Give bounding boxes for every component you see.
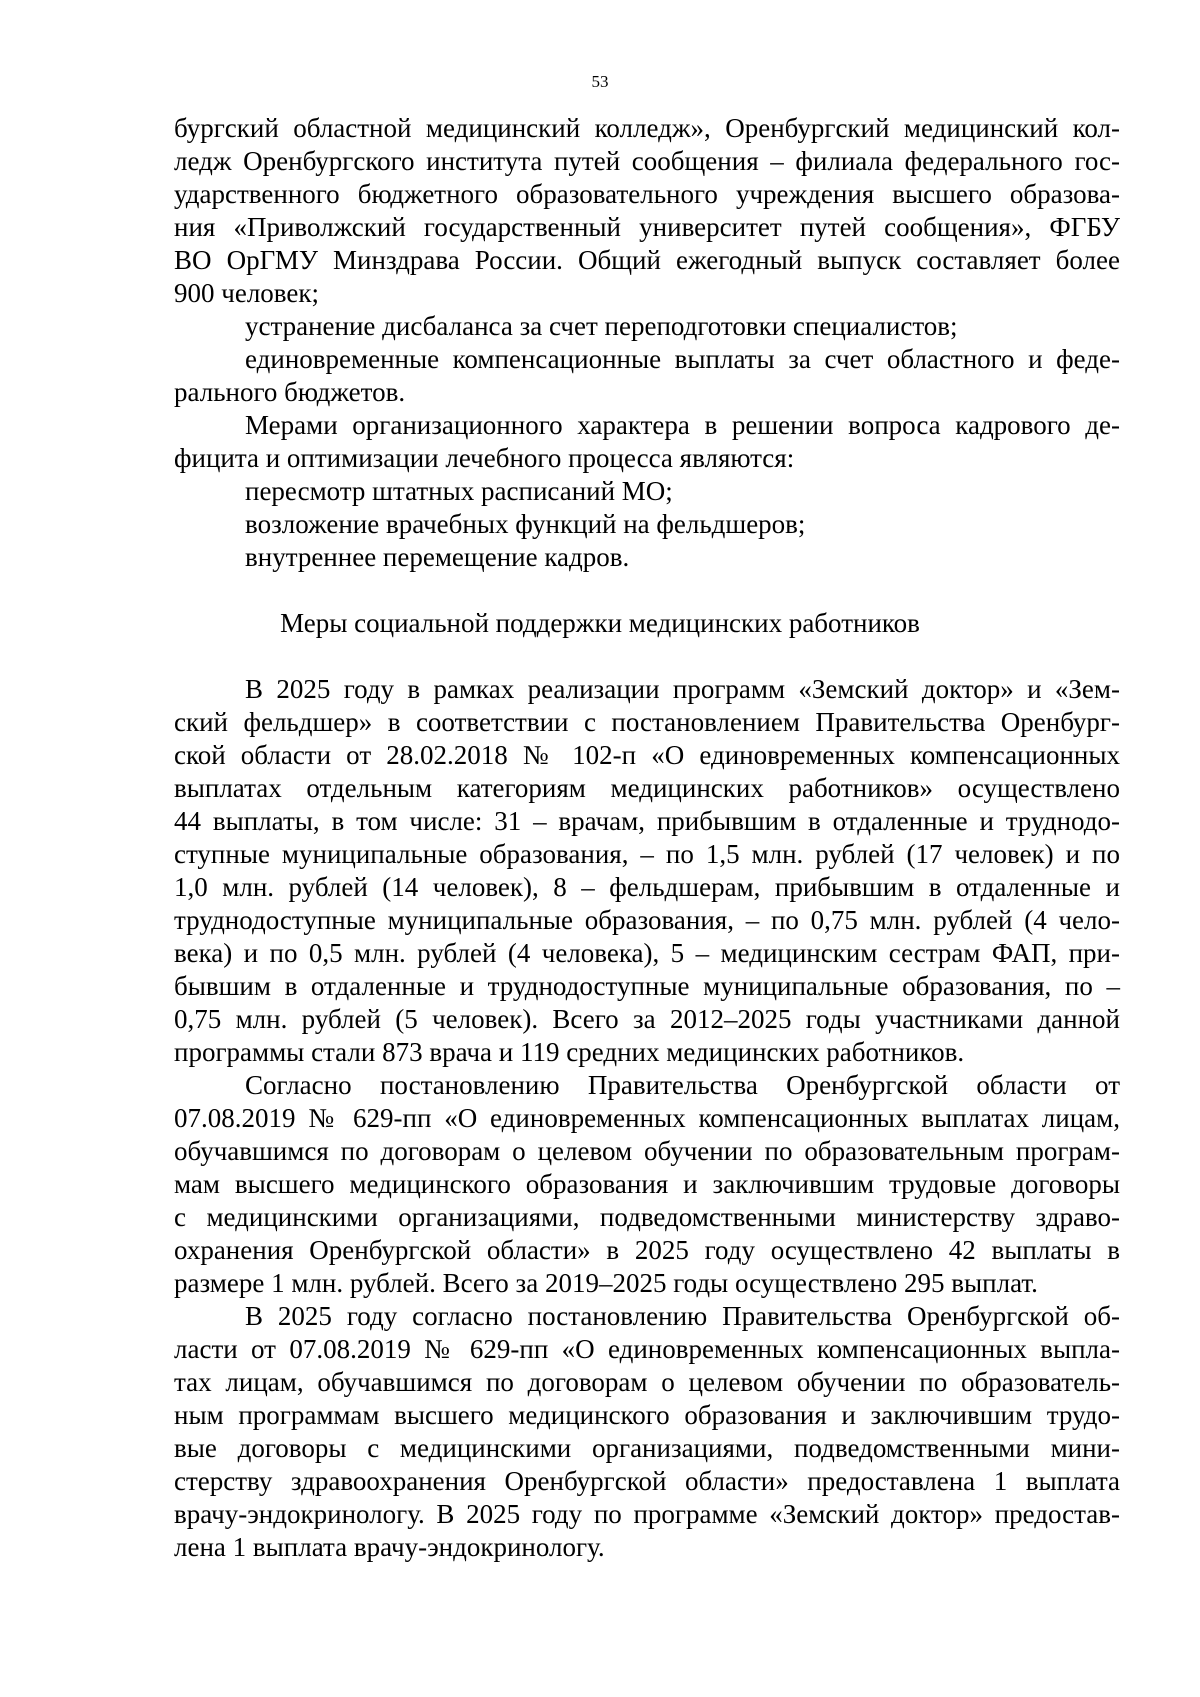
text-line: ледж Оренбургского института путей сообщения – филиала федерального гос-: [174, 146, 1120, 176]
text-line: вые договоры с медицинскими организациями, подведомственными мини-: [174, 1433, 1120, 1463]
text-line: ным программам высшего медицинского образования и заключившим трудо-: [174, 1400, 1120, 1430]
list-item: внутреннее перемещение кадров.: [245, 542, 630, 572]
text-line: выплатах отдельным категориям медицинских работников» осуществлено: [174, 773, 1120, 803]
text-line: ударственного бюджетного образовательного учреждения высшего образова-: [174, 179, 1120, 209]
text-line: ской области от 28.02.2018 № 102-п «О единовременных компенсационных: [174, 740, 1120, 770]
text-line: мам высшего медицинского образования и заключившим трудовые договоры: [174, 1169, 1120, 1199]
text-line: В 2025 году согласно постановлению Правительства Оренбургской об-: [245, 1301, 1120, 1331]
text-line: ступные муниципальные образования, – по 1,5 млн. рублей (17 человек) и по: [174, 839, 1120, 869]
text-line: единовременные компенсационные выплаты за счет областного и феде-: [245, 344, 1120, 374]
text-line: ВО ОрГМУ Минздрава России. Общий ежегодный выпуск составляет более: [174, 245, 1120, 275]
section-heading: Меры социальной поддержки медицинских работников: [280, 608, 920, 638]
text-line: бывшим в отдаленные и труднодоступные муниципальные образования, по –: [174, 971, 1120, 1001]
list-item: пересмотр штатных расписаний МО;: [245, 476, 673, 506]
text-line: тах лицам, обучавшимся по договорам о целевом обучении по образователь-: [174, 1367, 1120, 1397]
text-line: 1,0 млн. рублей (14 человек), 8 – фельдшерам, прибывшим в отдаленные и: [174, 872, 1120, 902]
text-line: размере 1 млн. рублей. Всего за 2019–2025 годы осуществлено 295 выплат.: [174, 1268, 1038, 1298]
text-line: рального бюджетов.: [174, 377, 406, 407]
text-line: стерству здравоохранения Оренбургской области» предоставлена 1 выплата: [174, 1466, 1120, 1496]
text-line: 900 человек;: [174, 278, 319, 308]
text-line: ский фельдшер» в соответствии с постановлением Правительства Оренбург-: [174, 707, 1120, 737]
text-line: 07.08.2019 № 629-пп «О единовременных компенсационных выплатах лицам,: [174, 1103, 1120, 1133]
text-line: века) и по 0,5 млн. рублей (4 человека), 5 – медицинским сестрам ФАП, при-: [174, 938, 1120, 968]
text-line: обучавшимся по договорам о целевом обучении по образовательным програм-: [174, 1136, 1120, 1166]
list-item-retraining: устранение дисбаланса за счет переподготовки специалистов;: [245, 311, 958, 341]
text-line: программы стали 873 врача и 119 средних медицинских работников.: [174, 1037, 965, 1067]
text-line: фицита и оптимизации лечебного процесса являются:: [174, 443, 795, 473]
text-line: охранения Оренбургской области» в 2025 году осуществлено 42 выплаты в: [174, 1235, 1120, 1265]
text-line: труднодоступные муниципальные образования, – по 0,75 млн. рублей (4 чело-: [174, 905, 1120, 935]
text-line: 44 выплаты, в том числе: 31 – врачам, прибывшим в отдаленные и труднодо-: [174, 806, 1120, 836]
page-number: 53: [591, 72, 609, 91]
text-line: лена 1 выплата врачу-эндокринологу.: [174, 1532, 605, 1562]
text-line: бургский областной медицинский колледж», Оренбургский медицинский кол-: [174, 113, 1120, 143]
text-line: 0,75 млн. рублей (5 человек). Всего за 2012–2025 годы участниками данной: [174, 1004, 1120, 1034]
text-line: врачу-эндокринологу. В 2025 году по программе «Земский доктор» предостав-: [174, 1499, 1120, 1529]
text-line: В 2025 году в рамках реализации программ «Земский доктор» и «Зем-: [245, 674, 1120, 704]
list-item: возложение врачебных функций на фельдшеров;: [245, 509, 806, 539]
text-line: Мерами организационного характера в решении вопроса кадрового де-: [245, 410, 1120, 440]
text-line: Согласно постановлению Правительства Оренбургской области от: [245, 1070, 1120, 1100]
text-line: ласти от 07.08.2019 № 629-пп «О единовременных компенсационных выпла-: [174, 1334, 1120, 1364]
text-line: с медицинскими организациями, подведомственными министерству здраво-: [174, 1202, 1120, 1232]
text-line: ния «Приволжский государственный университет путей сообщения», ФГБУ: [174, 212, 1120, 242]
